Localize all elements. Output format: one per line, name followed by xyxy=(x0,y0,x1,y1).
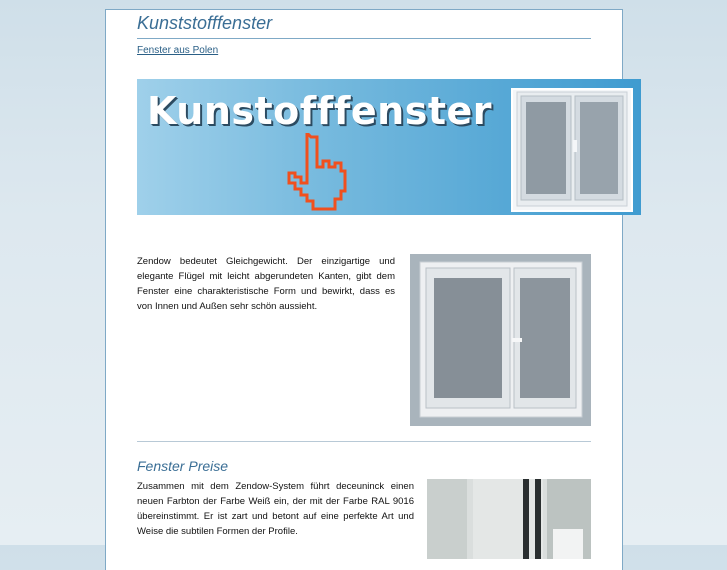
page-title: Kunststofffenster xyxy=(137,13,273,33)
pointing-hand-icon xyxy=(285,133,349,213)
window-photo xyxy=(410,254,591,426)
banner-window-image xyxy=(511,88,633,212)
banner-heading: Kunstofffenster xyxy=(147,89,492,133)
profile-photo xyxy=(427,479,591,559)
fenster-aus-polen-link[interactable]: Fenster aus Polen xyxy=(137,45,219,56)
content-panel xyxy=(105,9,623,570)
intro-paragraph: Zendow bedeutet Gleichgewicht. Der einzigartige und elegante Flügel mit leicht abgerundeten Kanten, gibt dem Fenster eine charakteristische Form und bewirkt, dass es von Innen und Außen sehr schön aussieht. xyxy=(137,256,395,312)
banner xyxy=(137,79,641,215)
section-title-fenster-preise: Fenster Preise xyxy=(137,458,229,474)
prices-paragraph: Zusammen mit dem Zendow-System führt deceuninck einen neuen Farbton der Farbe Weiß ein, der mit der Farbe RAL 9016 übereinstimmt. Er ist zart und betont auf eine perfekte Art und Weise die subtilen Formen der Profile. xyxy=(137,481,414,537)
title-divider xyxy=(137,38,591,39)
section-divider xyxy=(137,441,591,442)
